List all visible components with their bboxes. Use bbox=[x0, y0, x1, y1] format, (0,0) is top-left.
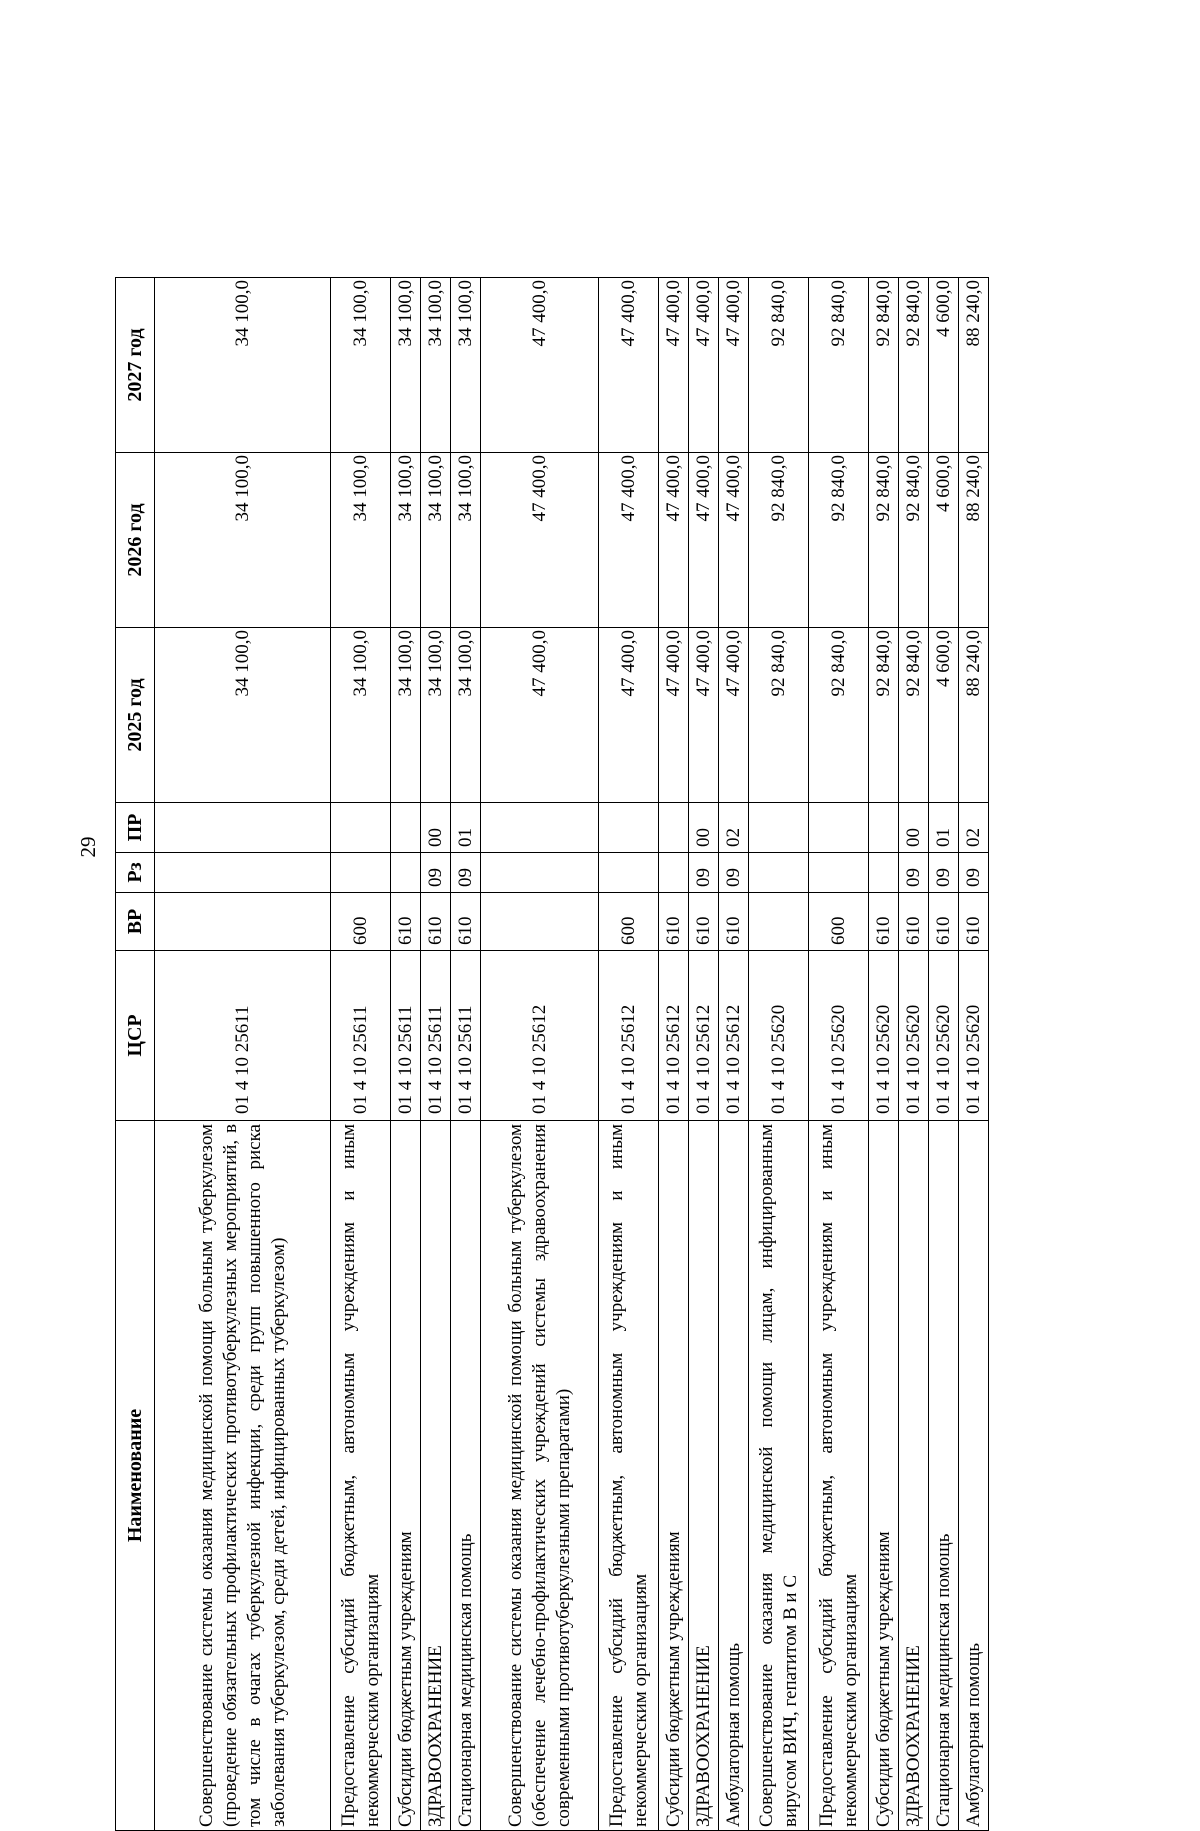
table-cell-vr: 600 bbox=[809, 893, 869, 951]
table-cell-2027: 88 240,0 bbox=[959, 278, 989, 453]
table-row bbox=[719, 278, 749, 1831]
table-cell-2026: 34 100,0 bbox=[331, 453, 391, 628]
table-cell-name: Совершенствование системы оказания медицинской помощи больным туберкулезом (обеспечение лечебно-профилактических учреждений системы здравоохранения современными противотуберкулезными препаратами) bbox=[481, 1121, 599, 1831]
table-cell-2025: 4 600,0 bbox=[929, 628, 959, 803]
table-cell-2027: 34 100,0 bbox=[155, 278, 331, 453]
table-cell-2025: 34 100,0 bbox=[421, 628, 451, 803]
table-cell-vr bbox=[481, 893, 599, 951]
table-cell-name: Субсидии бюджетным учреждениям bbox=[391, 1121, 421, 1831]
table-cell-2027: 34 100,0 bbox=[451, 278, 481, 453]
table-cell-2026: 34 100,0 bbox=[391, 453, 421, 628]
table-cell-pr bbox=[869, 803, 899, 853]
table-cell-vr: 610 bbox=[929, 893, 959, 951]
table-cell-name: Амбулаторная помощь bbox=[959, 1121, 989, 1831]
table-cell-2025: 34 100,0 bbox=[331, 628, 391, 803]
table-cell-rz bbox=[659, 853, 689, 893]
table-cell-csr: 01 4 10 25620 bbox=[929, 951, 959, 1121]
table-cell-vr: 610 bbox=[451, 893, 481, 951]
table-row bbox=[331, 278, 391, 1831]
table-cell-name: Предоставление субсидий бюджетным, автономным учреждениям и иным некоммерческим организациям bbox=[809, 1121, 869, 1831]
table-cell-name: Предоставление субсидий бюджетным, автономным учреждениям и иным некоммерческим организациям bbox=[331, 1121, 391, 1831]
table-cell-pr: 01 bbox=[451, 803, 481, 853]
table-cell-csr: 01 4 10 25620 bbox=[869, 951, 899, 1121]
table-cell-name: Субсидии бюджетным учреждениям bbox=[869, 1121, 899, 1831]
table-cell-2026: 4 600,0 bbox=[929, 453, 959, 628]
table-cell-name: Совершенствование оказания медицинской помощи лицам, инфицированным вирусом ВИЧ, гепатитом В и С bbox=[749, 1121, 809, 1831]
table-cell-csr: 01 4 10 25612 bbox=[599, 951, 659, 1121]
table-cell-rz: 09 bbox=[689, 853, 719, 893]
table-cell-2026: 92 840,0 bbox=[869, 453, 899, 628]
table-cell-2027: 92 840,0 bbox=[749, 278, 809, 453]
table-cell-pr: 00 bbox=[689, 803, 719, 853]
table-cell-2027: 47 400,0 bbox=[659, 278, 689, 453]
table-cell-pr bbox=[481, 803, 599, 853]
table-cell-rz: 09 bbox=[929, 853, 959, 893]
table-row bbox=[809, 278, 869, 1831]
table-cell-vr: 600 bbox=[599, 893, 659, 951]
table-row bbox=[689, 278, 719, 1831]
table-cell-2026: 88 240,0 bbox=[959, 453, 989, 628]
table-cell-pr: 01 bbox=[929, 803, 959, 853]
table-cell-2025: 47 400,0 bbox=[481, 628, 599, 803]
table-cell-2026: 92 840,0 bbox=[809, 453, 869, 628]
table-cell-2025: 47 400,0 bbox=[599, 628, 659, 803]
page-number: 29 bbox=[76, 836, 100, 858]
table-cell-csr: 01 4 10 25611 bbox=[155, 951, 331, 1121]
table-cell-csr: 01 4 10 25612 bbox=[481, 951, 599, 1121]
table-cell-2027: 47 400,0 bbox=[599, 278, 659, 453]
header-vr: ВР bbox=[116, 893, 155, 951]
budget-table bbox=[115, 277, 989, 1831]
table-cell-name: Амбулаторная помощь bbox=[719, 1121, 749, 1831]
table-cell-2027: 34 100,0 bbox=[421, 278, 451, 453]
table-cell-pr bbox=[599, 803, 659, 853]
table-cell-vr bbox=[749, 893, 809, 951]
table-cell-2027: 4 600,0 bbox=[929, 278, 959, 453]
table-cell-rz: 09 bbox=[899, 853, 929, 893]
table-cell-rz: 09 bbox=[959, 853, 989, 893]
table-cell-name: Предоставление субсидий бюджетным, автономным учреждениям и иным некоммерческим организациям bbox=[599, 1121, 659, 1831]
table-cell-2026: 47 400,0 bbox=[689, 453, 719, 628]
header-2027: 2027 год bbox=[116, 278, 155, 453]
table-cell-csr: 01 4 10 25611 bbox=[331, 951, 391, 1121]
table-row bbox=[749, 278, 809, 1831]
table-cell-pr: 00 bbox=[899, 803, 929, 853]
header-2026: 2026 год bbox=[116, 453, 155, 628]
table-row bbox=[659, 278, 689, 1831]
table-row bbox=[959, 278, 989, 1831]
table-cell-vr: 610 bbox=[869, 893, 899, 951]
table-cell-vr: 610 bbox=[689, 893, 719, 951]
table-cell-name: ЗДРАВООХРАНЕНИЕ bbox=[689, 1121, 719, 1831]
table-cell-2025: 92 840,0 bbox=[809, 628, 869, 803]
table-cell-vr: 610 bbox=[659, 893, 689, 951]
table-cell-pr bbox=[749, 803, 809, 853]
table-row bbox=[451, 278, 481, 1831]
table-cell-csr: 01 4 10 25620 bbox=[899, 951, 929, 1121]
table-cell-pr: 02 bbox=[719, 803, 749, 853]
table-cell-vr: 610 bbox=[719, 893, 749, 951]
header-name: Наименование bbox=[116, 1121, 155, 1831]
header-2025: 2025 год bbox=[116, 628, 155, 803]
table-cell-pr bbox=[809, 803, 869, 853]
table-cell-csr: 01 4 10 25620 bbox=[959, 951, 989, 1121]
table-cell-2026: 92 840,0 bbox=[749, 453, 809, 628]
table-cell-pr: 02 bbox=[959, 803, 989, 853]
table-row bbox=[899, 278, 929, 1831]
table-cell-2025: 47 400,0 bbox=[659, 628, 689, 803]
table-cell-2026: 92 840,0 bbox=[899, 453, 929, 628]
table-cell-rz: 09 bbox=[421, 853, 451, 893]
table-cell-rz bbox=[391, 853, 421, 893]
table-cell-2025: 34 100,0 bbox=[155, 628, 331, 803]
table-cell-csr: 01 4 10 25611 bbox=[451, 951, 481, 1121]
table-cell-rz bbox=[599, 853, 659, 893]
table-cell-2026: 47 400,0 bbox=[719, 453, 749, 628]
table-cell-2025: 88 240,0 bbox=[959, 628, 989, 803]
table-cell-vr: 610 bbox=[421, 893, 451, 951]
table-cell-2025: 92 840,0 bbox=[749, 628, 809, 803]
table-cell-vr: 610 bbox=[959, 893, 989, 951]
table-cell-vr: 610 bbox=[391, 893, 421, 951]
table-cell-rz bbox=[749, 853, 809, 893]
table-row bbox=[599, 278, 659, 1831]
table-cell-rz bbox=[331, 853, 391, 893]
header-csr: ЦСР bbox=[116, 951, 155, 1121]
table-cell-2025: 34 100,0 bbox=[451, 628, 481, 803]
table-cell-name: Субсидии бюджетным учреждениям bbox=[659, 1121, 689, 1831]
table-cell-rz: 09 bbox=[451, 853, 481, 893]
table-cell-2025: 34 100,0 bbox=[391, 628, 421, 803]
table-cell-2027: 47 400,0 bbox=[689, 278, 719, 453]
table-cell-2026: 34 100,0 bbox=[155, 453, 331, 628]
table-cell-csr: 01 4 10 25612 bbox=[689, 951, 719, 1121]
table-row bbox=[481, 278, 599, 1831]
table-cell-2027: 92 840,0 bbox=[809, 278, 869, 453]
table-cell-csr: 01 4 10 25612 bbox=[719, 951, 749, 1121]
table-cell-name: Совершенствование системы оказания медицинской помощи больным туберкулезом (проведение обязательных профилактических противотуберкулезных мероприятий, в том числе в очагах туберкулезной инфекции, среди групп повышенного риска заболевания туберкулезом, среди детей, инфицированных туберкулезом) bbox=[155, 1121, 331, 1831]
table-cell-name: ЗДРАВООХРАНЕНИЕ bbox=[899, 1121, 929, 1831]
table-cell-2027: 34 100,0 bbox=[331, 278, 391, 453]
table-row bbox=[929, 278, 959, 1831]
table-cell-rz bbox=[809, 853, 869, 893]
table-cell-pr bbox=[331, 803, 391, 853]
table-header-row bbox=[116, 278, 155, 1831]
table-cell-rz bbox=[869, 853, 899, 893]
table-cell-2025: 47 400,0 bbox=[689, 628, 719, 803]
table-cell-vr: 600 bbox=[331, 893, 391, 951]
table-cell-2026: 34 100,0 bbox=[421, 453, 451, 628]
table-cell-2027: 47 400,0 bbox=[481, 278, 599, 453]
table-cell-pr bbox=[659, 803, 689, 853]
table-row bbox=[391, 278, 421, 1831]
table-cell-2027: 92 840,0 bbox=[899, 278, 929, 453]
table-cell-2025: 92 840,0 bbox=[899, 628, 929, 803]
table-cell-vr: 610 bbox=[899, 893, 929, 951]
table-row bbox=[155, 278, 331, 1831]
table-cell-pr bbox=[155, 803, 331, 853]
table-cell-csr: 01 4 10 25612 bbox=[659, 951, 689, 1121]
table-cell-csr: 01 4 10 25620 bbox=[809, 951, 869, 1121]
table-cell-vr bbox=[155, 893, 331, 951]
table-cell-2026: 34 100,0 bbox=[451, 453, 481, 628]
table-row bbox=[869, 278, 899, 1831]
table-cell-2025: 47 400,0 bbox=[719, 628, 749, 803]
table-cell-2026: 47 400,0 bbox=[599, 453, 659, 628]
table-cell-2026: 47 400,0 bbox=[481, 453, 599, 628]
table-cell-name: Стационарная медицинская помощь bbox=[451, 1121, 481, 1831]
table-cell-2026: 47 400,0 bbox=[659, 453, 689, 628]
header-pr: ПР bbox=[116, 803, 155, 853]
table-cell-csr: 01 4 10 25620 bbox=[749, 951, 809, 1121]
header-rz: Рз bbox=[116, 853, 155, 893]
budget-table-container bbox=[115, 277, 984, 1831]
table-cell-rz bbox=[155, 853, 331, 893]
table-cell-2027: 34 100,0 bbox=[391, 278, 421, 453]
table-cell-csr: 01 4 10 25611 bbox=[391, 951, 421, 1121]
table-cell-rz: 09 bbox=[719, 853, 749, 893]
table-cell-csr: 01 4 10 25611 bbox=[421, 951, 451, 1121]
table-cell-rz bbox=[481, 853, 599, 893]
table-row bbox=[421, 278, 451, 1831]
table-cell-pr bbox=[391, 803, 421, 853]
table-cell-name: Стационарная медицинская помощь bbox=[929, 1121, 959, 1831]
table-cell-2027: 92 840,0 bbox=[869, 278, 899, 453]
table-cell-name: ЗДРАВООХРАНЕНИЕ bbox=[421, 1121, 451, 1831]
table-cell-2025: 92 840,0 bbox=[869, 628, 899, 803]
table-cell-pr: 00 bbox=[421, 803, 451, 853]
table-cell-2027: 47 400,0 bbox=[719, 278, 749, 453]
